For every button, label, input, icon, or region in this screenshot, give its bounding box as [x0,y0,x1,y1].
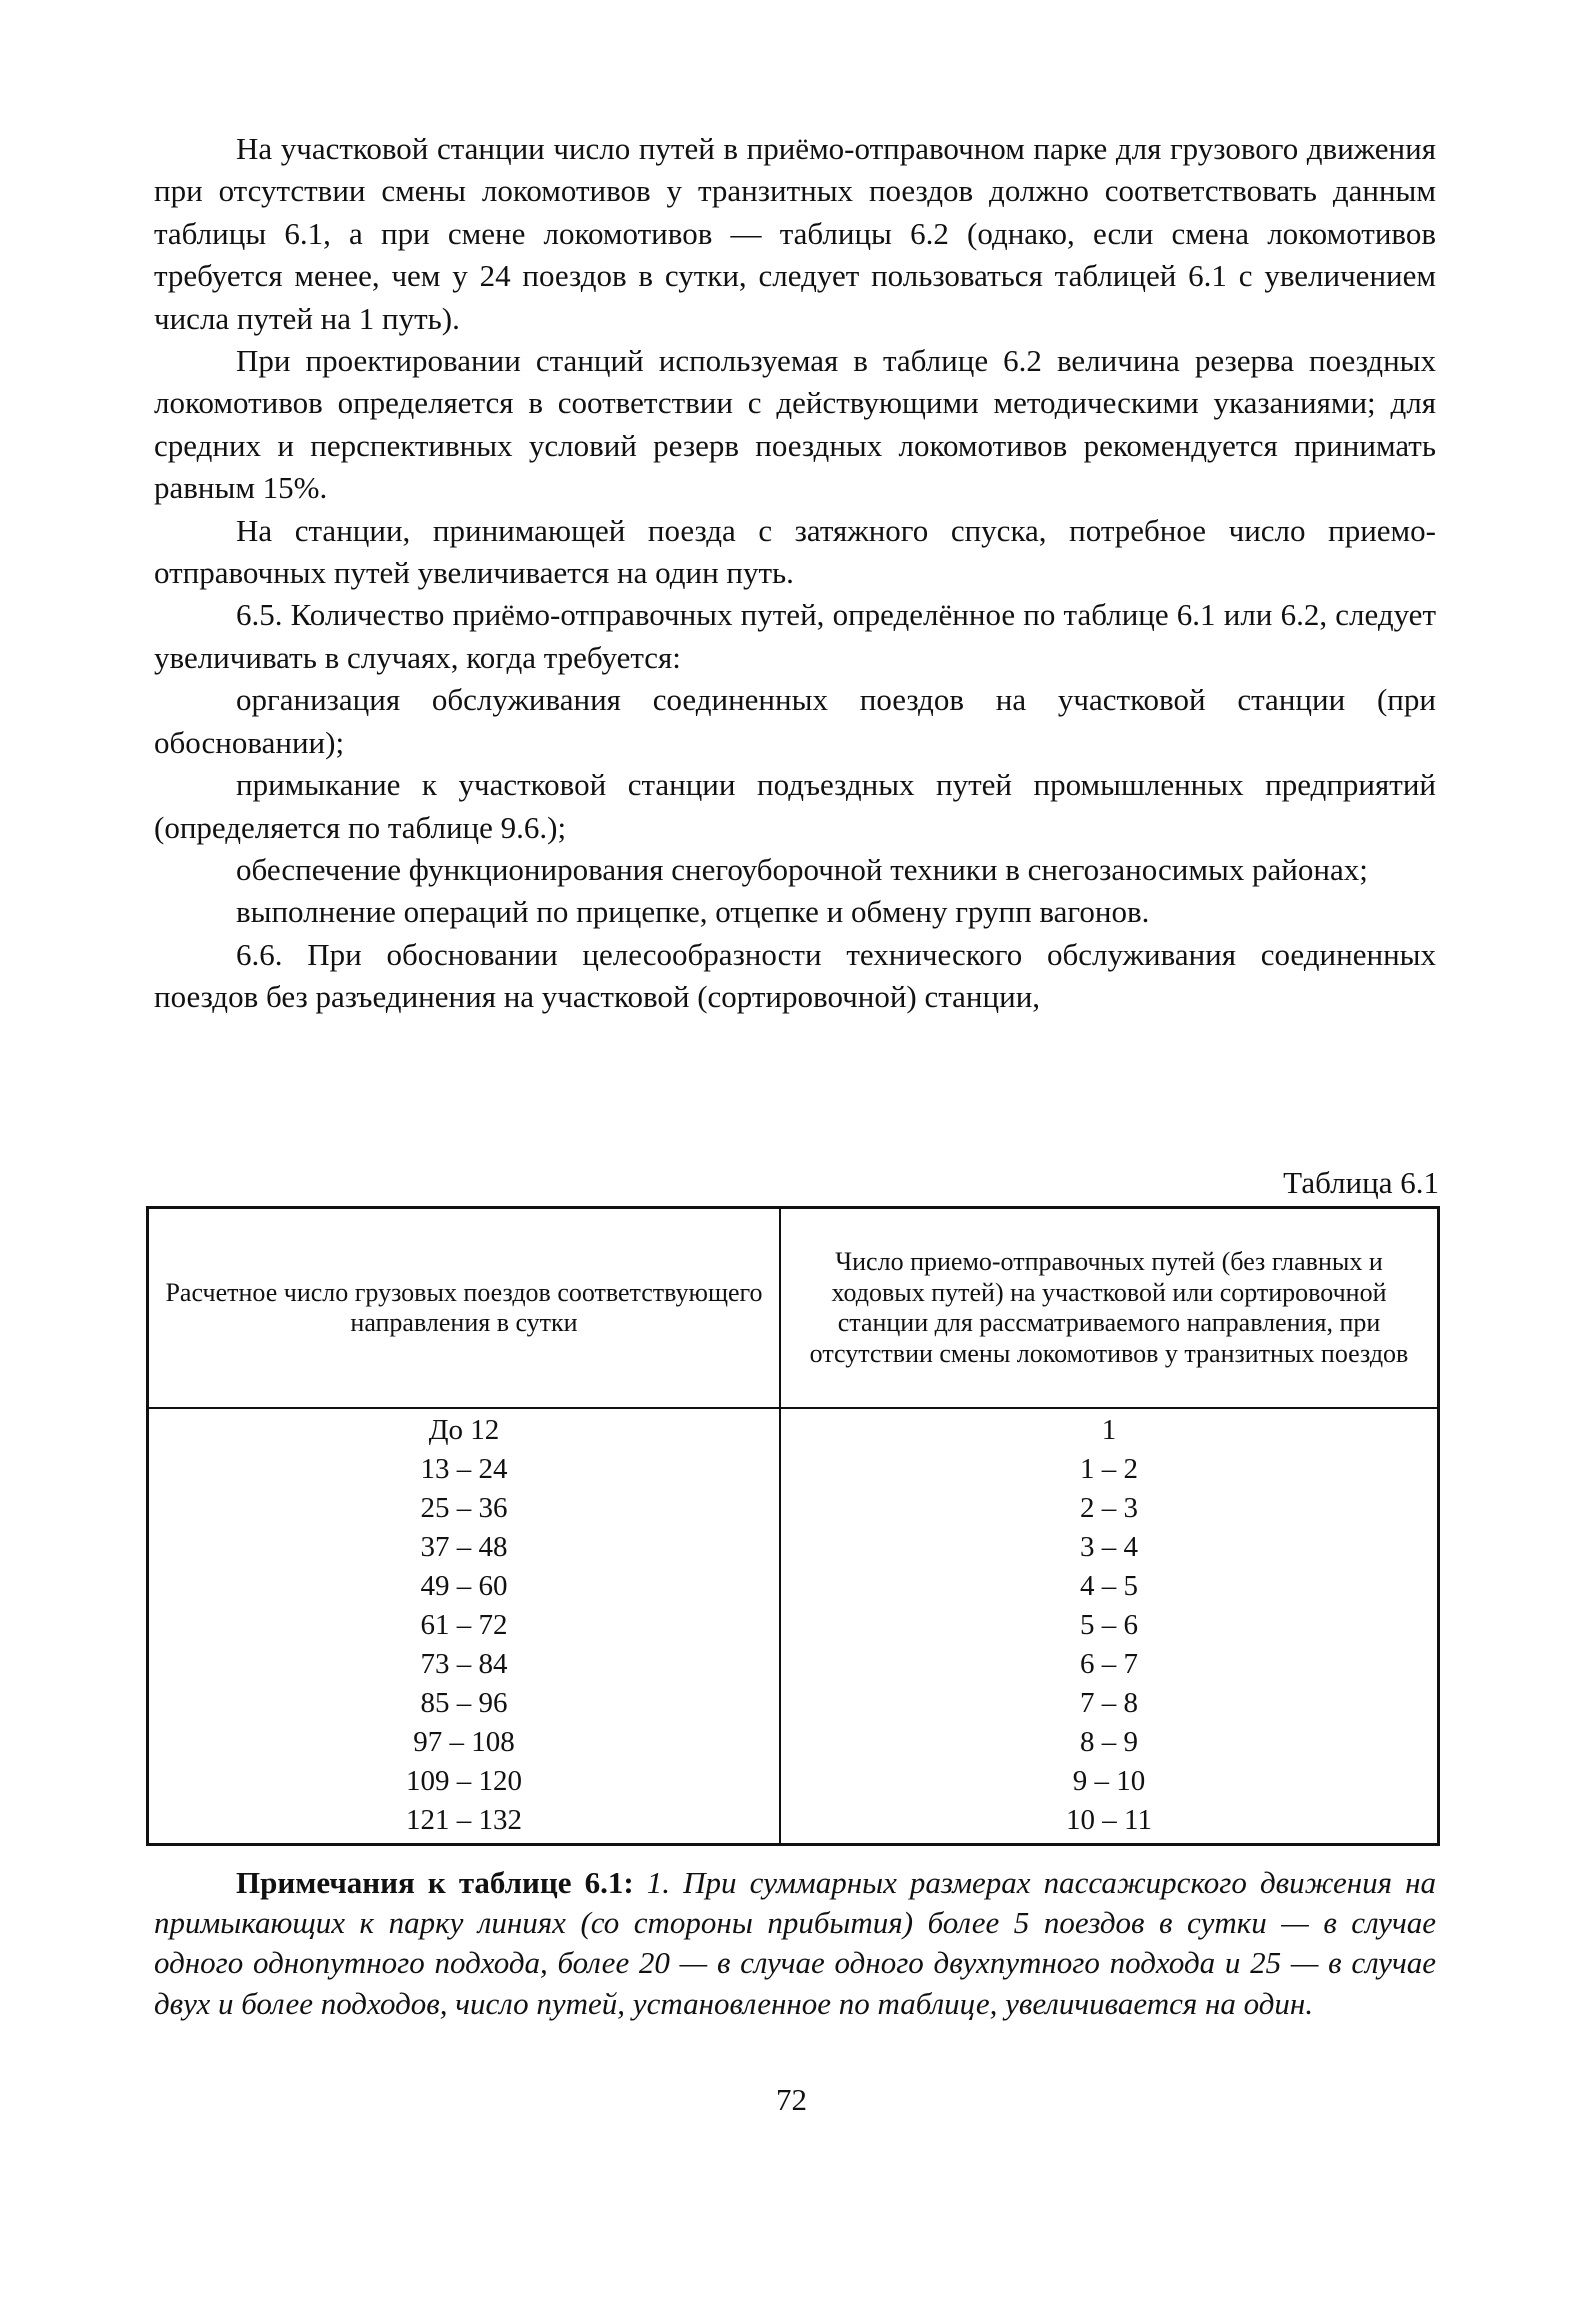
cell-trains: 109 – 120 [148,1762,781,1801]
paragraph-4: 6.5. Количество приёмо-отправочных путей, определённое по таблице 6.1 или 6.2, следует увеличивать в случаях, когда требуется: [154,597,1436,675]
cell-trains: До 12 [148,1408,781,1450]
cell-tracks: 5 – 6 [780,1606,1439,1645]
cell-tracks: 6 – 7 [780,1645,1439,1684]
cell-tracks: 4 – 5 [780,1567,1439,1606]
paragraph-9: 6.6. При обосновании целесообразности технического обслуживания соединенных поездов без разъединения на участковой (сортировочной) станции, [154,936,1436,1015]
cell-tracks: 1 – 2 [780,1450,1439,1489]
table-row [148,1801,1439,1845]
cell-trains: 13 – 24 [148,1450,781,1489]
cell-trains: 25 – 36 [148,1489,781,1528]
table-caption: Таблица 6.1 [1283,1165,1439,1200]
data-table [146,1206,1440,1846]
table-row [148,1645,1439,1684]
table-row [148,1606,1439,1645]
paragraph-7: обеспечение функционирования снегоуборочной техники в снегозаносимых районах; [236,851,1368,887]
cell-tracks: 10 – 11 [780,1801,1439,1845]
table-header-tracks: Число приемо-отправочных путей (без главных и ходовых путей) на участковой или сортировочной станции для рассматриваемого направления, при отсутствии смены локомотивов у транзитных поездов [780,1208,1439,1409]
table-row [148,1450,1439,1489]
cell-trains: 85 – 96 [148,1684,781,1723]
table-row [148,1489,1439,1528]
cell-trains: 49 – 60 [148,1567,781,1606]
cell-tracks: 8 – 9 [780,1723,1439,1762]
table-row [148,1528,1439,1567]
table-row [148,1567,1439,1606]
page-number: 72 [776,2082,807,2117]
paragraph-6: примыкание к участковой станции подъездных путей промышленных предприятий (определяется по таблице 9.6.); [154,767,1436,845]
table-header-row [148,1208,1439,1409]
table-row [148,1684,1439,1723]
paragraph-8: выполнение операций по прицепке, отцепке и обмену групп вагонов. [236,894,1150,930]
cell-trains: 97 – 108 [148,1723,781,1762]
table-notes [154,1863,1436,2024]
cell-tracks: 2 – 3 [780,1489,1439,1528]
table-header-trains: Расчетное число грузовых поездов соответствующего направления в сутки [148,1208,781,1409]
notes-label: Примечания к таблице 6.1: [236,1865,634,1900]
paragraph-2: При проектировании станций используемая в таблице 6.2 величина резерва поездных локомотивов определяется в соответствии с действующими методическими указаниями; для средних и перспективных условий резерв поездных локомотивов рекомендуется принимать равным 15%. [154,343,1436,506]
table-row [148,1762,1439,1801]
paragraph-3: На станции, принимающей поезда с затяжного спуска, потребное число приемо-отправочных путей увеличивается на один путь. [154,512,1436,591]
cell-tracks: 1 [780,1408,1439,1450]
body-text [154,128,1436,1019]
cell-trains: 121 – 132 [148,1801,781,1845]
cell-tracks: 9 – 10 [780,1762,1439,1801]
cell-trains: 37 – 48 [148,1528,781,1567]
table-row [148,1723,1439,1762]
notes-text: 1. При суммарных размерах пассажирского движения на примыкающих к парку линиях (со стороны прибытия) более 5 поездов в сутки — в случае одного однопутного подхода, более 20 — в случае одного двухпутного подхода и 25 — в случае двух и более подходов, число путей, установленное по таблице, увеличивается на один. [154,1865,1437,2021]
table-row [148,1408,1439,1450]
cell-trains: 61 – 72 [148,1606,781,1645]
paragraph-5: организация обслуживания соединенных поездов на участковой станции (при обосновании); [154,682,1436,760]
cell-tracks: 3 – 4 [780,1528,1439,1567]
cell-trains: 73 – 84 [148,1645,781,1684]
paragraph-1: На участковой станции число путей в приёмо-отправочном парке для грузового движения при отсутствии смены локомотивов у транзитных поездов должно соответствовать данным таблицы 6.1, а при смене локомотивов — таблицы 6.2 (однако, если смена локомотивов требуется менее, чем у 24 поездов в сутки, следует пользоваться таблицей 6.1 с увеличением числа путей на 1 путь). [154,131,1436,336]
cell-tracks: 7 – 8 [780,1684,1439,1723]
